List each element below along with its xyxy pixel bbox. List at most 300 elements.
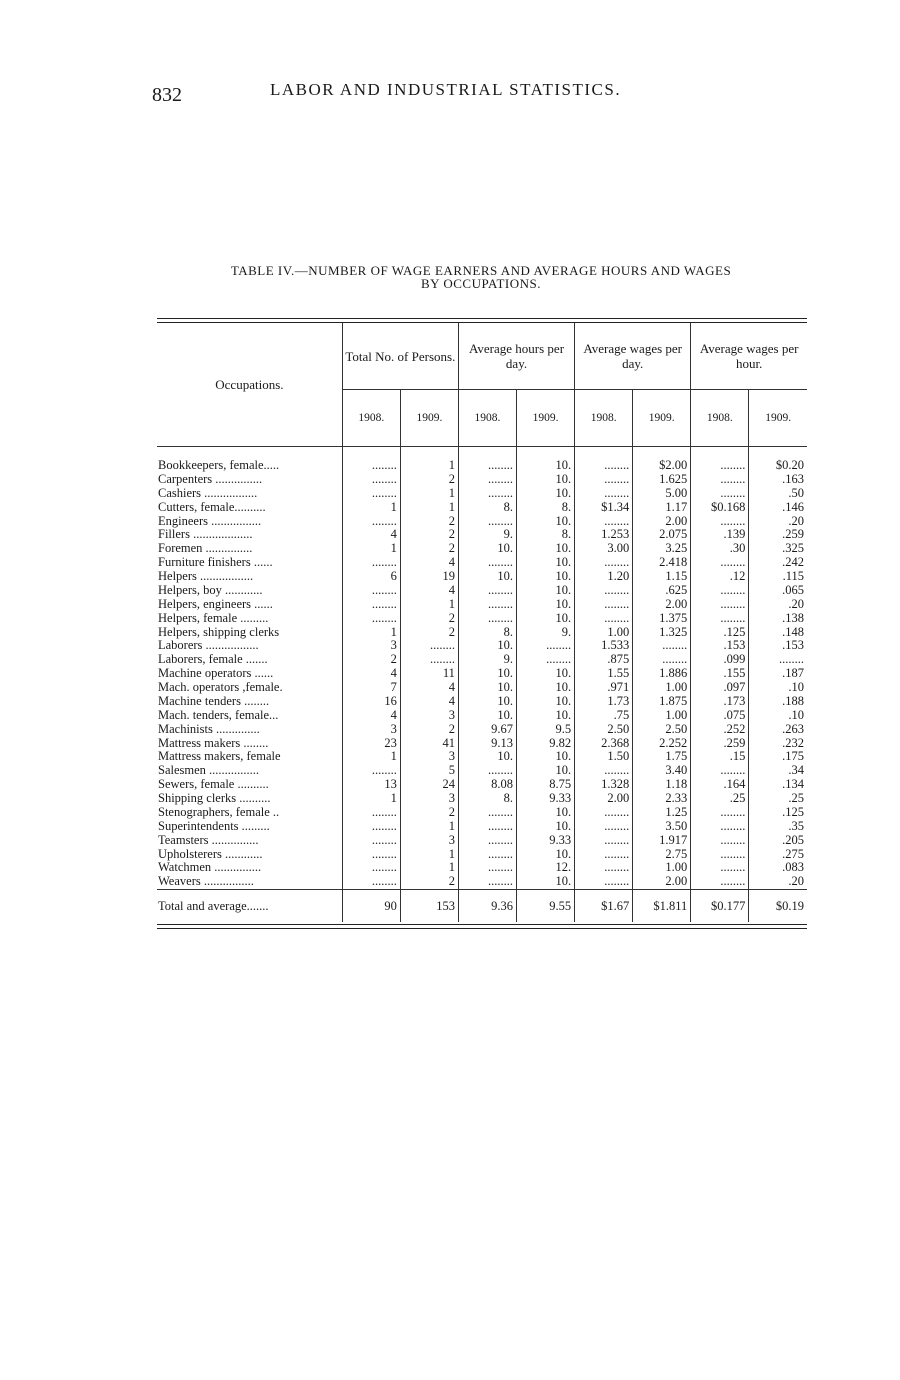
data-cell: ........: [342, 764, 400, 778]
data-cell: 1.17: [633, 501, 691, 515]
occupation-cell: Helpers .................: [158, 570, 254, 583]
table-caption: [155, 264, 807, 290]
data-cell: ........: [575, 612, 633, 626]
header-avg-wages-hour: Average wages per hour.: [691, 323, 807, 390]
data-cell: 7: [342, 681, 400, 695]
occupation-cell: Superintendents .........: [158, 819, 270, 833]
data-cell: 10.: [517, 806, 575, 820]
total-cell: 90: [342, 890, 400, 923]
data-cell: ........: [575, 459, 633, 473]
occupation-cell: Stenographers, female ..: [158, 805, 280, 819]
data-cell: 1: [400, 820, 458, 834]
data-cell: 4: [342, 709, 400, 723]
data-cell: ........: [691, 848, 749, 862]
data-cell: ........: [400, 653, 458, 667]
data-cell: 10.: [517, 584, 575, 598]
data-cell: .325: [749, 542, 807, 556]
data-cell: 3: [400, 834, 458, 848]
data-cell: .20: [749, 598, 807, 612]
data-cell: ........: [691, 556, 749, 570]
data-cell: 1: [342, 626, 400, 640]
data-cell: .188: [749, 695, 807, 709]
data-cell: .259: [691, 737, 749, 751]
data-cell: .10: [749, 709, 807, 723]
occupation-cell: Mattress makers ........: [158, 736, 269, 750]
data-cell: 1.325: [633, 626, 691, 640]
data-cell: ........: [691, 473, 749, 487]
data-cell: 2.368: [575, 737, 633, 751]
data-cell: 10.: [458, 681, 516, 695]
data-cell: ........: [458, 764, 516, 778]
occupation-cell: Weavers ................: [158, 875, 254, 889]
data-cell: ........: [342, 820, 400, 834]
page-number: 832: [152, 84, 182, 106]
data-cell: .625: [633, 584, 691, 598]
data-cell: .153: [749, 639, 807, 653]
data-cell: ........: [458, 861, 516, 875]
data-cell: 6: [342, 570, 400, 584]
data-cell: 9.82: [517, 737, 575, 751]
header-avg-hours: Average hours per day.: [458, 323, 574, 390]
data-cell: ........: [342, 875, 400, 889]
table-row: [157, 626, 807, 640]
data-cell: .275: [749, 848, 807, 862]
caption-line-1: TABLE IV.—NUMBER OF WAGE EARNERS AND AVERAGE HOURS AND WAGES: [230, 263, 732, 278]
occupation-cell: Laborers .................: [158, 639, 259, 653]
table-row: [157, 459, 807, 473]
data-cell: ........: [458, 820, 516, 834]
occupation-cell: Mattress makers, female: [158, 750, 281, 764]
data-cell: 3: [342, 723, 400, 737]
data-cell: $2.00: [633, 459, 691, 473]
data-cell: .125: [749, 806, 807, 820]
data-cell: ........: [575, 598, 633, 612]
data-cell: 4: [342, 528, 400, 542]
table-row: [157, 653, 807, 667]
data-cell: ........: [633, 653, 691, 667]
data-cell: 2.00: [633, 875, 691, 889]
table-row: [157, 875, 807, 889]
occupation-cell: Mach. operators ,female.: [158, 681, 283, 694]
occupation-cell: Watchmen ...............: [158, 861, 262, 875]
data-cell: 2: [400, 723, 458, 737]
data-cell: .155: [691, 667, 749, 681]
data-cell: 3.25: [633, 542, 691, 556]
data-cell: 1: [400, 501, 458, 515]
data-cell: .20: [749, 515, 807, 529]
data-cell: .232: [749, 737, 807, 751]
data-cell: ........: [575, 556, 633, 570]
data-cell: .10: [749, 681, 807, 695]
data-cell: ........: [575, 764, 633, 778]
data-cell: 10.: [517, 570, 575, 584]
wage-table-container: [157, 318, 807, 929]
data-cell: $0.168: [691, 501, 749, 515]
data-cell: 2: [400, 806, 458, 820]
data-cell: 1.15: [633, 570, 691, 584]
data-cell: ........: [458, 556, 516, 570]
data-cell: ........: [575, 875, 633, 889]
data-cell: 10.: [458, 639, 516, 653]
data-cell: ........: [575, 806, 633, 820]
table-row: [157, 667, 807, 681]
data-cell: 10.: [517, 515, 575, 529]
data-cell: 10.: [458, 709, 516, 723]
occupation-cell: Mach. tenders, female...: [158, 708, 279, 722]
data-cell: ........: [575, 473, 633, 487]
data-cell: 10.: [517, 542, 575, 556]
data-cell: ........: [691, 487, 749, 501]
data-cell: ........: [342, 515, 400, 529]
data-cell: 10.: [517, 750, 575, 764]
data-cell: 10.: [517, 820, 575, 834]
data-cell: .971: [575, 681, 633, 695]
page-header: [152, 78, 752, 108]
header-total-persons: Total No. of Persons.: [342, 323, 458, 390]
data-cell: .35: [749, 820, 807, 834]
data-cell: 9.13: [458, 737, 516, 751]
data-cell: 2.50: [575, 723, 633, 737]
data-cell: $0.20: [749, 459, 807, 473]
data-cell: 1.375: [633, 612, 691, 626]
year-header: 1909.: [749, 390, 807, 447]
data-cell: .15: [691, 750, 749, 764]
data-cell: ........: [633, 639, 691, 653]
total-cell: $0.177: [691, 890, 749, 923]
data-cell: .139: [691, 528, 749, 542]
total-cell: $1.67: [575, 890, 633, 923]
data-cell: .259: [749, 528, 807, 542]
data-cell: 10.: [458, 695, 516, 709]
data-cell: 1.253: [575, 528, 633, 542]
data-cell: 3: [342, 639, 400, 653]
table-row: [157, 501, 807, 515]
data-cell: 9.67: [458, 723, 516, 737]
data-cell: 8.: [517, 501, 575, 515]
data-cell: 3.50: [633, 820, 691, 834]
data-cell: ........: [342, 612, 400, 626]
data-cell: 13: [342, 778, 400, 792]
data-cell: ........: [691, 806, 749, 820]
data-cell: 1.00: [575, 626, 633, 640]
table-row: [157, 556, 807, 570]
occupation-cell: Helpers, boy ............: [158, 583, 263, 597]
data-cell: 24: [400, 778, 458, 792]
data-cell: 1: [400, 487, 458, 501]
table-row: [157, 737, 807, 751]
data-cell: 1.75: [633, 750, 691, 764]
data-cell: 4: [342, 667, 400, 681]
data-cell: 9.: [517, 626, 575, 640]
table-row: [157, 542, 807, 556]
data-cell: 4: [400, 584, 458, 598]
data-cell: 2: [342, 653, 400, 667]
data-cell: ........: [342, 598, 400, 612]
data-cell: 9.: [458, 653, 516, 667]
data-cell: .875: [575, 653, 633, 667]
data-cell: 10.: [517, 487, 575, 501]
year-header: 1908.: [342, 390, 400, 447]
data-cell: .134: [749, 778, 807, 792]
data-cell: ........: [691, 764, 749, 778]
data-cell: .34: [749, 764, 807, 778]
data-cell: ........: [575, 834, 633, 848]
occupation-cell: Salesmen ................: [158, 764, 260, 778]
data-cell: 3.00: [575, 542, 633, 556]
year-header: 1908.: [691, 390, 749, 447]
data-cell: ........: [342, 806, 400, 820]
data-cell: 1.00: [633, 709, 691, 723]
data-cell: ........: [458, 834, 516, 848]
data-cell: 2.75: [633, 848, 691, 862]
data-cell: 1.533: [575, 639, 633, 653]
data-cell: 1: [342, 750, 400, 764]
data-cell: 2.00: [633, 598, 691, 612]
data-cell: 1.328: [575, 778, 633, 792]
data-cell: ........: [575, 861, 633, 875]
data-cell: 10.: [458, 667, 516, 681]
data-cell: 2: [400, 528, 458, 542]
data-cell: ........: [691, 598, 749, 612]
occupation-cell: Shipping clerks ..........: [158, 792, 271, 805]
data-cell: ........: [517, 639, 575, 653]
data-cell: 19: [400, 570, 458, 584]
data-cell: 1.20: [575, 570, 633, 584]
data-cell: .097: [691, 681, 749, 695]
data-cell: 1.50: [575, 750, 633, 764]
table-row: [157, 681, 807, 695]
data-cell: 1: [342, 792, 400, 806]
data-cell: ........: [342, 834, 400, 848]
data-cell: ........: [691, 459, 749, 473]
data-cell: ........: [691, 834, 749, 848]
data-cell: 2.418: [633, 556, 691, 570]
data-cell: 8.: [517, 528, 575, 542]
data-cell: ........: [400, 639, 458, 653]
data-cell: 3: [400, 709, 458, 723]
data-cell: .263: [749, 723, 807, 737]
data-cell: 3: [400, 750, 458, 764]
data-cell: 10.: [517, 695, 575, 709]
data-cell: ........: [691, 875, 749, 889]
data-cell: .205: [749, 834, 807, 848]
data-cell: .115: [749, 570, 807, 584]
data-cell: 10.: [517, 459, 575, 473]
data-cell: 8.75: [517, 778, 575, 792]
data-cell: .252: [691, 723, 749, 737]
data-cell: 1.00: [633, 861, 691, 875]
table-row: [157, 764, 807, 778]
data-cell: ........: [517, 653, 575, 667]
data-cell: ........: [458, 584, 516, 598]
data-cell: 1: [400, 848, 458, 862]
data-cell: ........: [458, 473, 516, 487]
data-cell: ........: [342, 473, 400, 487]
running-title: LABOR AND INDUSTRIAL STATISTICS.: [270, 80, 622, 99]
table-row: [157, 598, 807, 612]
table-row: [157, 723, 807, 737]
data-cell: .173: [691, 695, 749, 709]
data-cell: ........: [458, 612, 516, 626]
data-cell: 10.: [458, 750, 516, 764]
data-cell: ........: [691, 584, 749, 598]
table-row: [157, 792, 807, 806]
data-cell: 9.33: [517, 834, 575, 848]
data-cell: .50: [749, 487, 807, 501]
table-row: [157, 487, 807, 501]
data-cell: 5: [400, 764, 458, 778]
data-cell: ........: [575, 515, 633, 529]
data-cell: 2: [400, 473, 458, 487]
occupation-cell: Teamsters ...............: [158, 833, 259, 847]
data-cell: 2: [400, 875, 458, 889]
data-cell: 2: [400, 626, 458, 640]
table-row: [157, 639, 807, 653]
data-cell: ........: [458, 598, 516, 612]
data-cell: .30: [691, 542, 749, 556]
data-cell: 2: [400, 515, 458, 529]
data-cell: 2.50: [633, 723, 691, 737]
table-row: [157, 820, 807, 834]
data-cell: ........: [691, 820, 749, 834]
data-cell: 2.00: [633, 515, 691, 529]
total-cell: 153: [400, 890, 458, 923]
data-cell: 10.: [517, 764, 575, 778]
year-header: 1909.: [400, 390, 458, 447]
data-cell: ........: [575, 848, 633, 862]
data-cell: .138: [749, 612, 807, 626]
data-cell: 1.917: [633, 834, 691, 848]
data-cell: ........: [575, 487, 633, 501]
data-cell: 8.: [458, 792, 516, 806]
data-cell: 1.875: [633, 695, 691, 709]
table-row: [157, 584, 807, 598]
total-row: [157, 890, 807, 923]
data-cell: 10.: [517, 598, 575, 612]
occupation-cell: Helpers, engineers ......: [158, 597, 273, 611]
data-cell: .164: [691, 778, 749, 792]
occupation-cell: Sewers, female ..........: [158, 778, 269, 792]
data-cell: 10.: [517, 473, 575, 487]
data-cell: ........: [691, 612, 749, 626]
data-cell: .20: [749, 875, 807, 889]
data-cell: .146: [749, 501, 807, 515]
occupation-cell: Bookkeepers, female.....: [158, 459, 280, 472]
table-row: [157, 834, 807, 848]
data-cell: $1.34: [575, 501, 633, 515]
table-row: [157, 806, 807, 820]
bottom-double-rule: [157, 924, 807, 929]
occupation-cell: Foremen ...............: [158, 542, 253, 556]
data-cell: .075: [691, 709, 749, 723]
year-header: 1908.: [458, 390, 516, 447]
caption-line-2: BY OCCUPATIONS.: [421, 276, 541, 291]
occupation-cell: Cashiers .................: [158, 486, 258, 500]
data-cell: 1.00: [633, 681, 691, 695]
data-cell: 1.25: [633, 806, 691, 820]
data-cell: ........: [458, 875, 516, 889]
table-row: [157, 473, 807, 487]
occupation-cell: Engineers ................: [158, 514, 262, 528]
occupation-cell: Machine tenders ........: [158, 694, 270, 708]
occupation-cell: Furniture finishers ......: [158, 556, 273, 570]
data-cell: 2: [400, 542, 458, 556]
spacer-row: [157, 447, 807, 460]
data-cell: 10.: [458, 570, 516, 584]
data-cell: 23: [342, 737, 400, 751]
occupation-cell: Laborers, female .......: [158, 653, 268, 667]
data-cell: ........: [342, 584, 400, 598]
table-row: [157, 570, 807, 584]
data-cell: .065: [749, 584, 807, 598]
data-cell: .125: [691, 626, 749, 640]
occupation-cell: Machine operators ......: [158, 667, 274, 681]
data-cell: ........: [458, 515, 516, 529]
data-cell: 2.00: [575, 792, 633, 806]
data-cell: 2: [400, 612, 458, 626]
total-cell: 9.55: [517, 890, 575, 923]
data-cell: 10.: [458, 542, 516, 556]
data-cell: 1.55: [575, 667, 633, 681]
data-cell: ........: [458, 459, 516, 473]
total-label: Total and average.......: [157, 890, 342, 923]
data-cell: .25: [691, 792, 749, 806]
data-cell: 1.886: [633, 667, 691, 681]
data-cell: ........: [691, 515, 749, 529]
table-row: [157, 695, 807, 709]
header-avg-wages-day: Average wages per day.: [575, 323, 691, 390]
data-cell: 16: [342, 695, 400, 709]
occupation-cell: Helpers, female .........: [158, 611, 269, 625]
total-cell: $1.811: [633, 890, 691, 923]
data-cell: .242: [749, 556, 807, 570]
data-cell: ........: [342, 459, 400, 473]
data-cell: .187: [749, 667, 807, 681]
data-cell: 4: [400, 695, 458, 709]
data-cell: ........: [342, 556, 400, 570]
data-cell: ........: [342, 861, 400, 875]
data-cell: 8.08: [458, 778, 516, 792]
data-cell: 11: [400, 667, 458, 681]
total-cell: $0.19: [749, 890, 807, 923]
data-cell: 1: [342, 501, 400, 515]
data-cell: 41: [400, 737, 458, 751]
table-row: [157, 750, 807, 764]
table-row: [157, 528, 807, 542]
data-cell: ........: [458, 806, 516, 820]
data-cell: 1.18: [633, 778, 691, 792]
data-cell: 9.5: [517, 723, 575, 737]
data-cell: 10.: [517, 709, 575, 723]
data-cell: 12.: [517, 861, 575, 875]
data-cell: .25: [749, 792, 807, 806]
data-cell: 3: [400, 792, 458, 806]
data-cell: ........: [575, 584, 633, 598]
data-cell: 10.: [517, 556, 575, 570]
data-cell: 4: [400, 556, 458, 570]
occupations-header: Occupations.: [157, 323, 342, 447]
table-body: [157, 447, 807, 923]
data-cell: 1: [400, 861, 458, 875]
occupation-cell: Cutters, female..........: [158, 500, 266, 514]
total-cell: 9.36: [458, 890, 516, 923]
data-cell: 8.: [458, 501, 516, 515]
data-cell: 2.33: [633, 792, 691, 806]
data-cell: 10.: [517, 681, 575, 695]
data-cell: 9.33: [517, 792, 575, 806]
data-cell: 10.: [517, 667, 575, 681]
data-cell: .163: [749, 473, 807, 487]
